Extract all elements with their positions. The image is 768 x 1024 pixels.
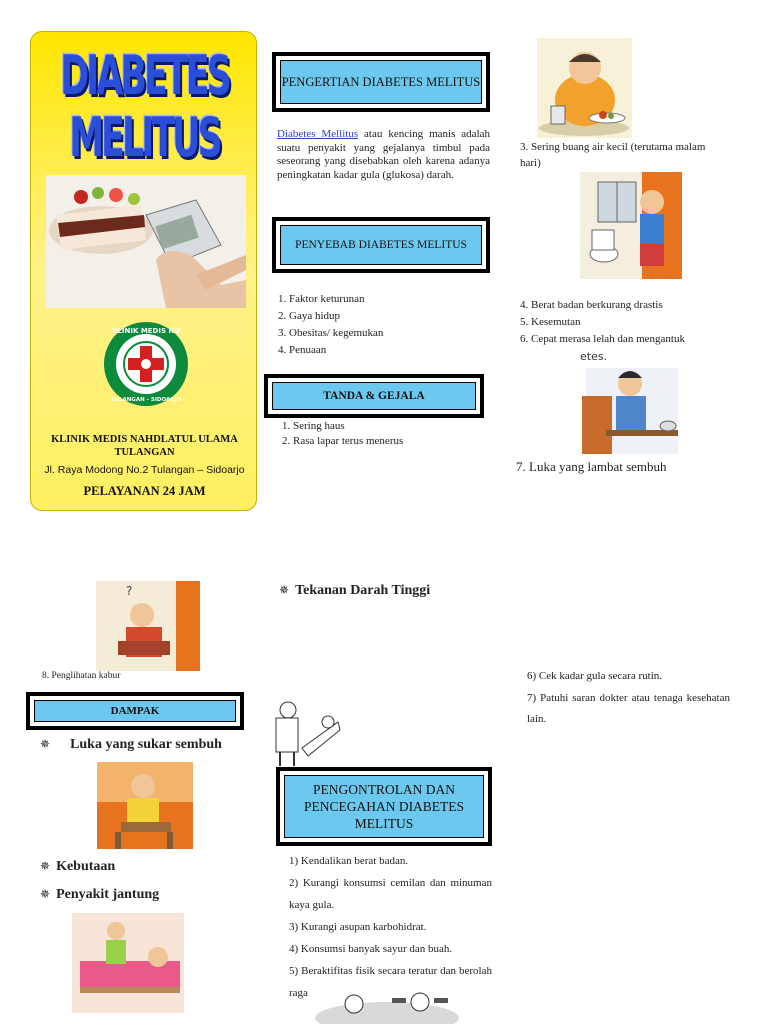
illustration-caption: etes.: [580, 350, 608, 363]
list-item: 3. Obesitas/ kegemukan: [278, 327, 384, 339]
pengertian-body: atau kencing manis adalah suatu penyakit yang gejalanya timbul pada seseorang yang disebabkan oleh karena adanya peningkatan kadar gula (glukosa) darah.: [277, 128, 491, 181]
doctor-illustration: [268, 700, 342, 768]
pengertian-heading: PENGERTIAN DIABETES MELITUS: [280, 60, 482, 104]
list-item: 2. Gaya hidup: [278, 310, 341, 322]
list-item: 2. Rasa lapar terus menerus: [282, 435, 404, 447]
heart-disease-illustration: [72, 913, 184, 1013]
logo-bottom-text: TULANGAN - SIDOARJO: [110, 397, 182, 403]
diabetes-mellitus-link[interactable]: Diabetes Mellitus: [277, 128, 359, 140]
dampak-item-tekanan: ✵ Tekanan Darah Tinggi: [279, 583, 431, 598]
dampak-item-kebutaan: ✵ Kebutaan: [40, 859, 116, 874]
cover-title: DIABETES MELITUS: [60, 46, 229, 170]
cake-glucose-meter-photo: [46, 175, 246, 308]
list-item: 4. Penuaan: [278, 344, 327, 356]
list-item: 4. Berat badan berkurang drastis: [520, 299, 663, 311]
tired-man-illustration: [576, 348, 686, 456]
tanda-item-3: 3. Sering buang air kecil (terutama malam hari): [520, 141, 706, 169]
wound-illustration: [97, 762, 193, 849]
tanda-heading: TANDA & GEJALA: [272, 382, 476, 410]
star-bullet-icon: ✵: [40, 859, 51, 873]
pengontrolan-list-b: [527, 666, 730, 731]
dampak-item-luka: ✵ Luka yang sukar sembuh: [40, 737, 222, 752]
dampak-heading: DAMPAK: [34, 700, 236, 722]
list-item: 5) Beraktifitas fisik secara teratur dan berolah raga: [289, 965, 492, 999]
list-item: 1. Faktor keturunan: [278, 293, 365, 305]
exercise-illustration: [312, 990, 462, 1024]
list-item: 2) Kurangi konsumsi cemilan dan minuman kaya gula.: [289, 877, 492, 911]
list-item: 1) Kendalikan berat badan.: [289, 855, 409, 867]
list-item: 5. Kesemutan: [520, 316, 581, 328]
pengontrolan-list-a: [289, 850, 492, 1004]
tanda-heading-box: [264, 374, 484, 418]
blurred-vision-illustration: [96, 581, 200, 671]
tanda-list-a: [282, 419, 403, 449]
list-item: 3) Kurangi asupan karbohidrat.: [289, 921, 427, 933]
list-item: 7) Patuhi saran dokter atau tenaga kesehatan lain.: [527, 691, 730, 725]
tanda-item-8: 8. Penglihatan kabur: [42, 671, 121, 681]
clinic-name: KLINIK MEDIS NAHDLATUL ULAMA TULANGAN: [51, 434, 238, 458]
tanda-list-b: [520, 297, 685, 348]
list-item: 6) Cek kadar gula secara rutin.: [527, 670, 662, 682]
svg-text:?: ?: [126, 584, 133, 598]
clinic-logo: [103, 321, 189, 407]
list-item: 6. Cepat merasa lelah dan mengantuk: [520, 333, 685, 345]
tanda-item-7: 7. Luka yang lambat sembuh: [516, 459, 667, 474]
dampak-heading-box: [26, 692, 244, 730]
pengertian-heading-box: [272, 52, 490, 112]
pengontrolan-heading-box: [276, 767, 492, 846]
logo-top-text: KLINIK MEDIS NU: [112, 327, 180, 335]
list-item: 1. Sering haus: [282, 420, 345, 432]
cover-panel: [30, 31, 257, 511]
eating-man-illustration: [537, 38, 632, 138]
dampak-item-jantung: ✵ Penyakit jantung: [40, 887, 160, 902]
list-item: 4) Konsumsi banyak sayur dan buah.: [289, 943, 453, 955]
star-bullet-icon: ✵: [40, 887, 51, 901]
service-hours: PELAYANAN 24 JAM: [83, 484, 206, 498]
star-bullet-icon: ✵: [40, 737, 51, 751]
star-bullet-icon: ✵: [279, 583, 290, 597]
penyebab-list: [278, 291, 383, 359]
pengontrolan-heading: PENGONTROLAN DAN PENCEGAHAN DIABETES MELITUS: [284, 775, 484, 838]
penyebab-heading-box: [272, 217, 490, 273]
toilet-man-illustration: [580, 172, 682, 279]
penyebab-heading: PENYEBAB DIABETES MELITUS: [280, 225, 482, 265]
clinic-address: Jl. Raya Modong No.2 Tulangan – Sidoarjo: [44, 464, 245, 476]
pengertian-text: [277, 128, 490, 182]
